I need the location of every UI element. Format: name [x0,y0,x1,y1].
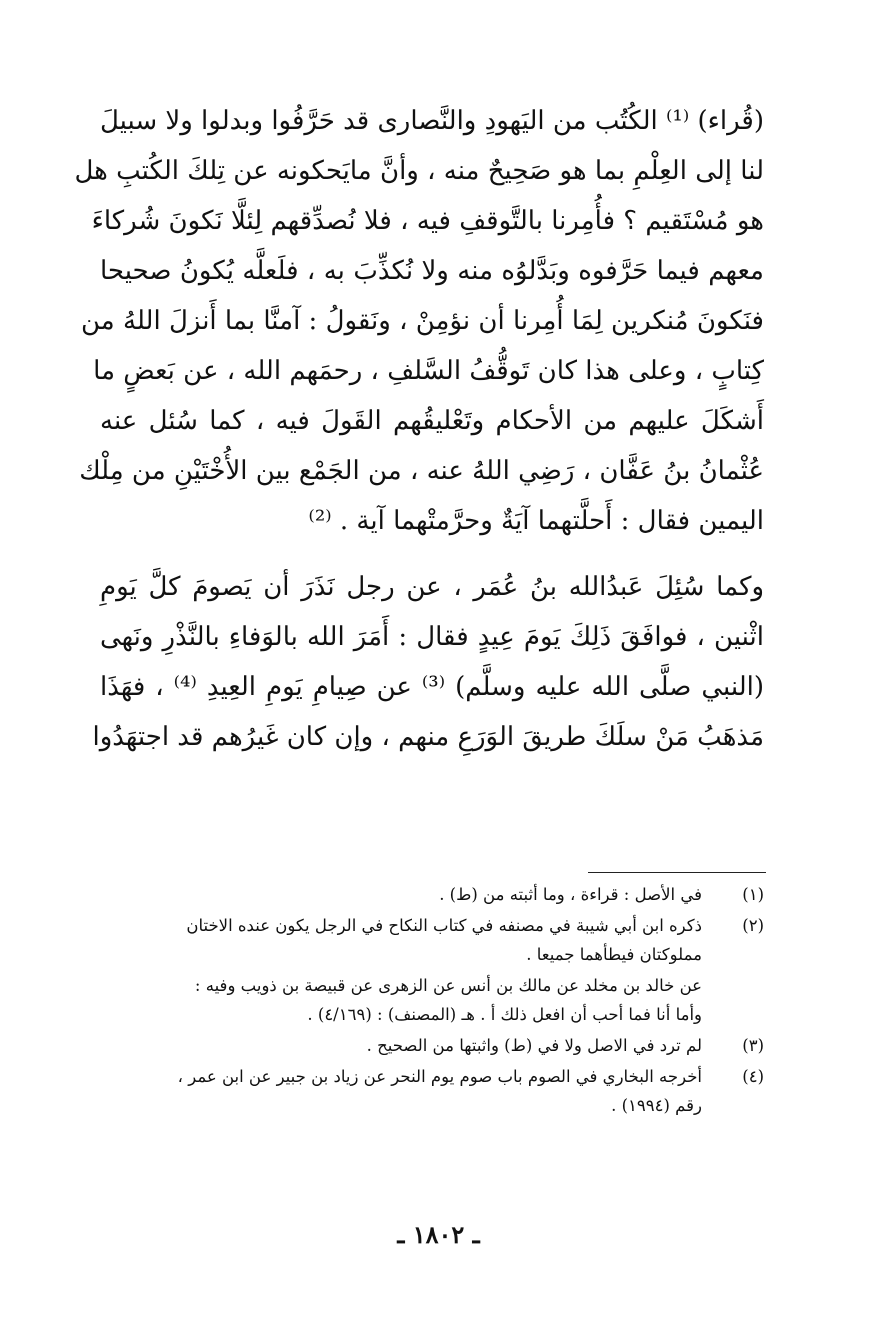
page-number: ـ ١٨٠٢ ـ [397,1220,480,1249]
text-line: اليمين فقال : أَحلَّتهما آيَةٌ وحرَّمتْهما آية . ⁽²⁾ [308,506,764,536]
footnote-text: لم ترد في الاصل ولا في (ط) واثبتها من الصحيح . [366,1036,702,1055]
text-line: فنَكونَ مُنكرين لِمَا أُمِرنا أن نؤمِنْ ، ونَقولُ : آمنَّا بما أَنزلَ اللهُ من [81,306,764,336]
text-line: كِتابٍ ، وعلى هذا كان تَوقُّفُ السَّلفِ ، رحمَهم الله ، عن بَعضٍ ما [93,356,764,386]
text-line: (النبي صلَّى الله عليه وسلَّم) ⁽³⁾ عن صِيامِ يَومِ العِيدِ ⁽⁴⁾ ، فهَذَا [100,672,764,702]
text-line: لنا إلى العِلْمِ بما هو صَحِيحٌ منه ، وأنَّ مايَحكونه عن تِلكَ الكُتبِ هل [74,156,764,186]
footnote-text: في الأصل : قراءة ، وما أثبته من (ط) . [439,885,702,904]
main-paragraph-2 [92,562,764,762]
footnote-text: رقم (١٩٩٤) . [611,1096,702,1115]
text-line: معهم فيما حَرَّفوه وبَدَّلوُه منه ولا نُكذِّبَ به ، فلَعلَّه يُكونُ صحيحا [100,256,764,286]
footnote-1 [100,880,764,909]
footnote-number: (٢) [742,916,764,935]
text-line: عُثْمانُ بنُ عَفَّان ، رَضِي اللهُ عنه ، من الجَمْع بين الأُخْتَيْنِ من مِلْك [79,456,764,486]
footnote-2 [100,911,764,969]
main-paragraph-1 [74,96,764,546]
footnotes [100,880,764,1120]
text-line: أَشكَلَ عليهم من الأحكام وتَعْليقُهم القَولَ فيه ، كما سُئل عنه [100,406,764,436]
footnote-number: (٤) [742,1067,764,1086]
text-line: اثْنين ، فوافَقَ ذَلِكَ يَومَ عِيدٍ فقال : أَمَرَ الله بالوَفاءِ بالنَّذْرِ ونَهى [100,622,764,652]
footnote-separator [588,872,766,873]
footnote-text: مملوكتان فيطأهما جميعا . [526,945,702,964]
footnote-3 [100,1031,764,1060]
footnote-text: أخرجه البخاري في الصوم باب صوم يوم النحر عن زياد بن جبير عن ابن عمر ، [177,1067,702,1086]
text-line: وكما سُئِلَ عَبدُالله بنُ عُمَر ، عن رجل نَذَرَ أن يَصومَ كلَّ يَومِ [100,572,764,602]
footnote-text: عن خالد بن مخلد عن مالك بن أنس عن الزهرى عن قبيصة بن ذويب وفيه : [194,976,702,995]
footnote-2-continuation [100,971,764,1029]
text-line: هو مُسْتَقيم ؟ فأُمِرنا بالتَّوقفِ فيه ، فلا نُصدِّقهم لِئلَّا نَكونَ شُركاءَ [91,206,764,236]
text-line: مَذهَبُ مَنْ سلَكَ طريقَ الوَرَعِ منهم ، وإن كان غَيرُهم قد اجتهَدُوا [92,722,764,752]
footnote-4 [100,1062,764,1120]
footnote-text: ذكره ابن أبي شيبة في مصنفه في كتاب النكاح في الرجل يكون عنده الاختان [186,916,702,935]
footnote-text: وأما أنا فما أحب أن افعل ذلك أ . هـ (المصنف) : (٤/١٦٩) . [307,1005,702,1024]
text-line: (قُراء) ⁽¹⁾ الكُتُب من اليَهودِ والنَّصارى قد حَرَّفُوا وبدلوا ولا سبيلَ [99,106,764,136]
footnote-number: (٣) [742,1036,764,1055]
footnote-number: (١) [742,885,764,904]
